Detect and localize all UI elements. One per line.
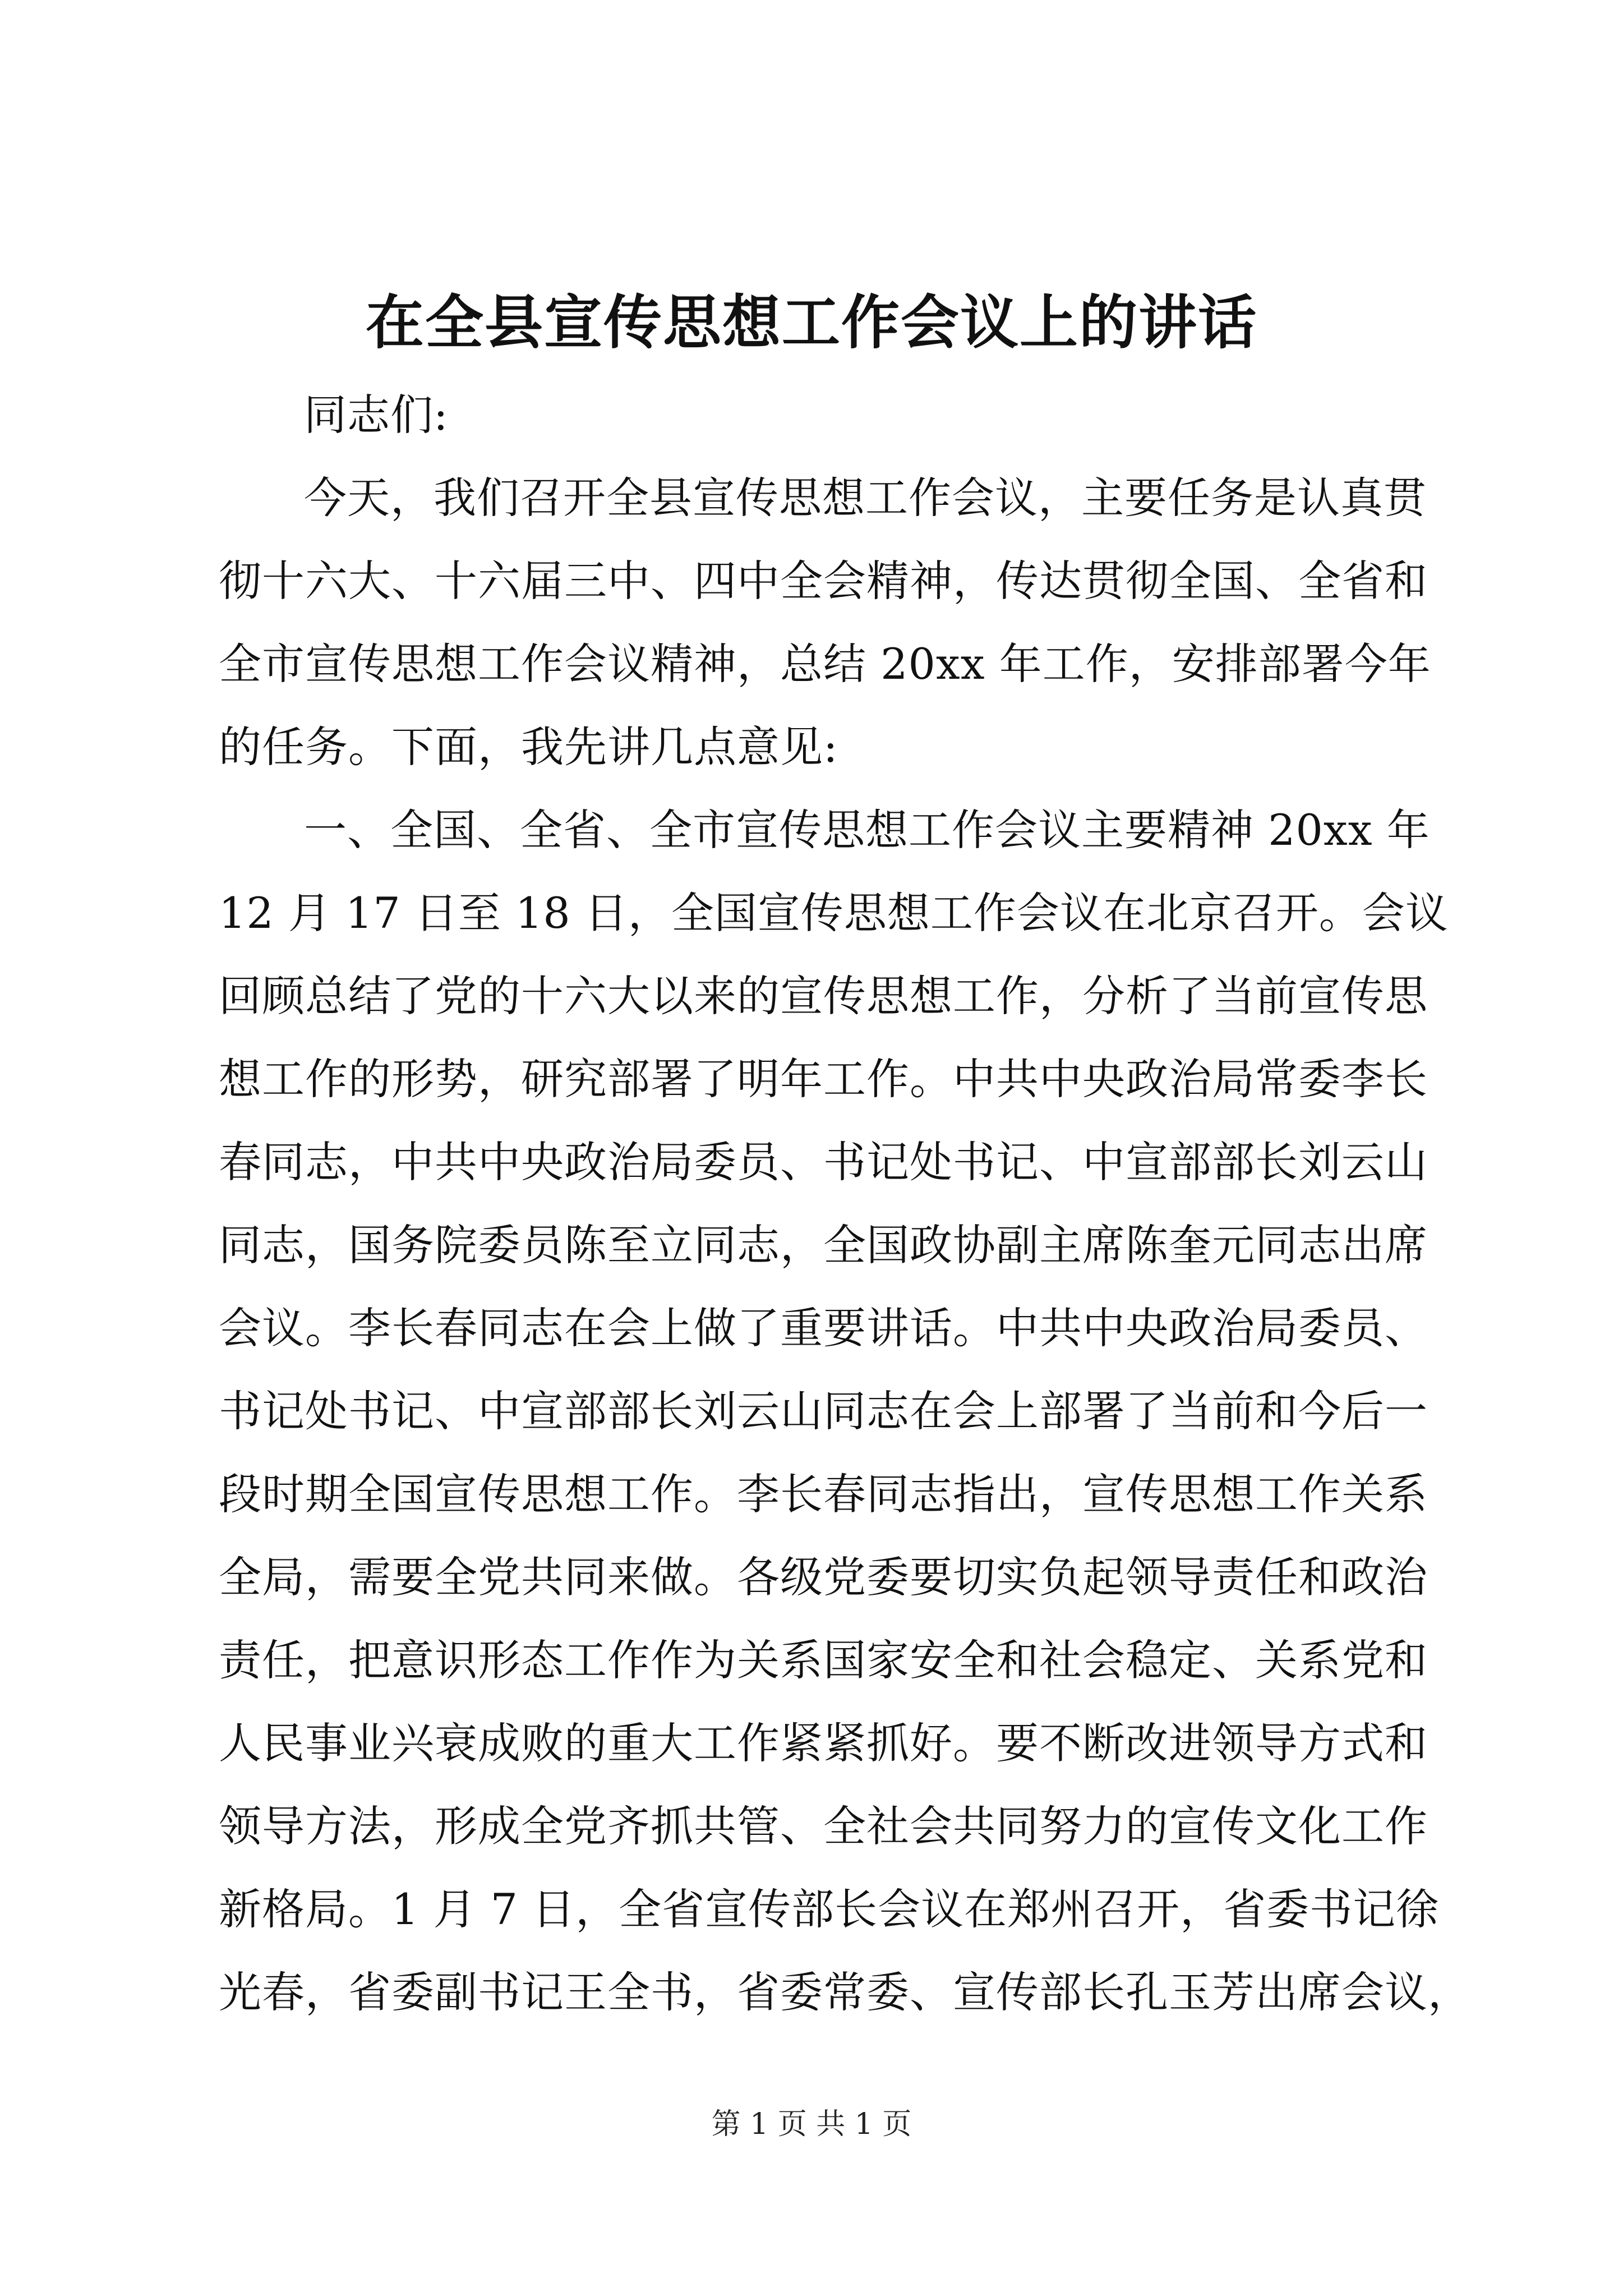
paragraph-line: 领导方法，形成全党齐抓共管、全社会共同努力的宣传文化工作 (219, 1801, 1428, 1851)
paragraph-line: 一、全国、全省、全市宣传思想工作会议主要精神 20xx 年 (304, 805, 1430, 855)
paragraph-line: 彻十六大、十六届三中、四中全会精神，传达贯彻全国、全省和 (219, 556, 1428, 606)
paragraph-line: 会议。李长春同志在会上做了重要讲话。中共中央政治局委员、 (219, 1303, 1428, 1353)
paragraph-line: 光春，省委副书记王全书，省委常委、宣传部长孔玉芳出席会议， (219, 1967, 1471, 2017)
paragraph-line: 书记处书记、中宣部部长刘云山同志在会上部署了当前和今后一 (219, 1386, 1428, 1436)
paragraph-line: 段时期全国宣传思想工作。李长春同志指出，宣传思想工作关系 (219, 1469, 1428, 1519)
paragraph-line: 全局，需要全党共同来做。各级党委要切实负起领导责任和政治 (219, 1552, 1428, 1602)
document-body (219, 374, 1471, 2034)
paragraph-line: 责任，把意识形态工作作为关系国家安全和社会稳定、关系党和 (219, 1635, 1428, 1685)
paragraph-line: 想工作的形势，研究部署了明年工作。中共中央政治局常委李长 (219, 1054, 1428, 1104)
paragraph-line: 全市宣传思想工作会议精神，总结 20xx 年工作，安排部署今年 (219, 639, 1431, 689)
page-footer: 第 1 页 共 1 页 (711, 2108, 912, 2141)
paragraph-line: 春同志，中共中央政治局委员、书记处书记、中宣部部长刘云山 (219, 1137, 1428, 1187)
paragraph-line: 回顾总结了党的十六大以来的宣传思想工作，分析了当前宣传思 (219, 971, 1428, 1021)
salutation-line: 同志们: (304, 390, 449, 440)
paragraph-line: 12 月 17 日至 18 日，全国宣传思想工作会议在北京召开。会议 (219, 888, 1449, 938)
paragraph-line: 今天，我们召开全县宣传思想工作会议，主要任务是认真贯 (304, 473, 1427, 523)
document-title: 在全县宣传思想工作会议上的讲话 (365, 288, 1257, 357)
paragraph-line: 的任务。下面，我先讲几点意见: (219, 722, 838, 772)
paragraph-line: 新格局。1 月 7 日，全省宣传部长会议在郑州召开，省委书记徐 (219, 1884, 1440, 1934)
paragraph-line: 人民事业兴衰成败的重大工作紧紧抓好。要不断改进领导方式和 (219, 1718, 1428, 1768)
paragraph-line: 同志，国务院委员陈至立同志，全国政协副主席陈奎元同志出席 (219, 1220, 1428, 1270)
